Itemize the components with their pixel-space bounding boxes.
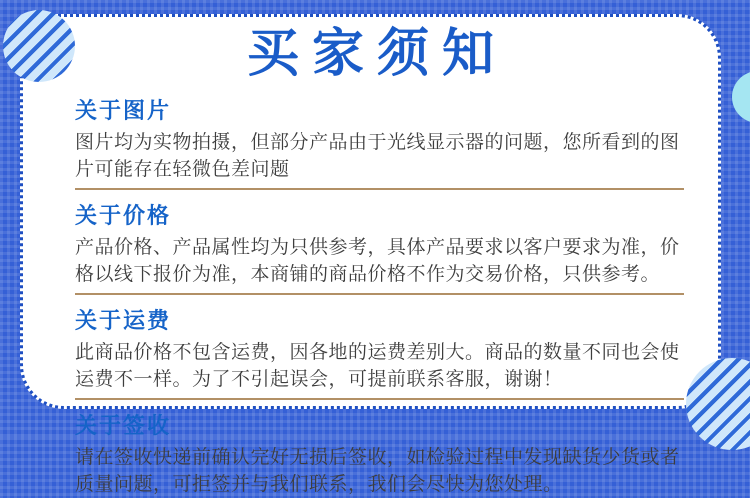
section-shipping <box>75 304 684 400</box>
cyan-circle-decoration-top-right <box>732 71 750 123</box>
section-body: 此商品价格不包含运费，因各地的运费差别大。商品的数量不同也会使运费不一样。为了不引起误会，可提前联系客服，谢谢！ <box>75 342 680 390</box>
notice-sections <box>23 83 718 498</box>
buyer-notice-card <box>20 14 721 495</box>
section-body: 图片均为实物拍摄，但部分产品由于光线显示器的问题，您所看到的图片可能存在轻微色差问题 <box>75 132 680 180</box>
page-title: 买家须知 <box>246 25 507 83</box>
section-body: 请在签收快递前确认完好无损后签收，如检验过程中发现缺货少货或者质量问题，可拒签并与我们联系，我们会尽快为您处理。 <box>75 447 680 495</box>
section-heading: 关于签收 <box>75 413 172 438</box>
section-divider <box>75 188 684 190</box>
section-body: 产品价格、产品属性均为只供参考，具体产品要求以客户要求为准，价格以线下报价为准，本商铺的商品价格不作为交易价格，只供参考。 <box>75 237 680 285</box>
section-price <box>75 199 684 295</box>
section-divider <box>75 398 684 400</box>
section-heading: 关于图片 <box>75 98 172 123</box>
section-heading: 关于运费 <box>75 308 172 333</box>
striped-circle-decoration-top-left <box>3 10 75 82</box>
section-receipt <box>75 409 684 498</box>
section-images <box>75 94 684 190</box>
section-heading: 关于价格 <box>75 203 172 228</box>
section-divider <box>75 293 684 295</box>
